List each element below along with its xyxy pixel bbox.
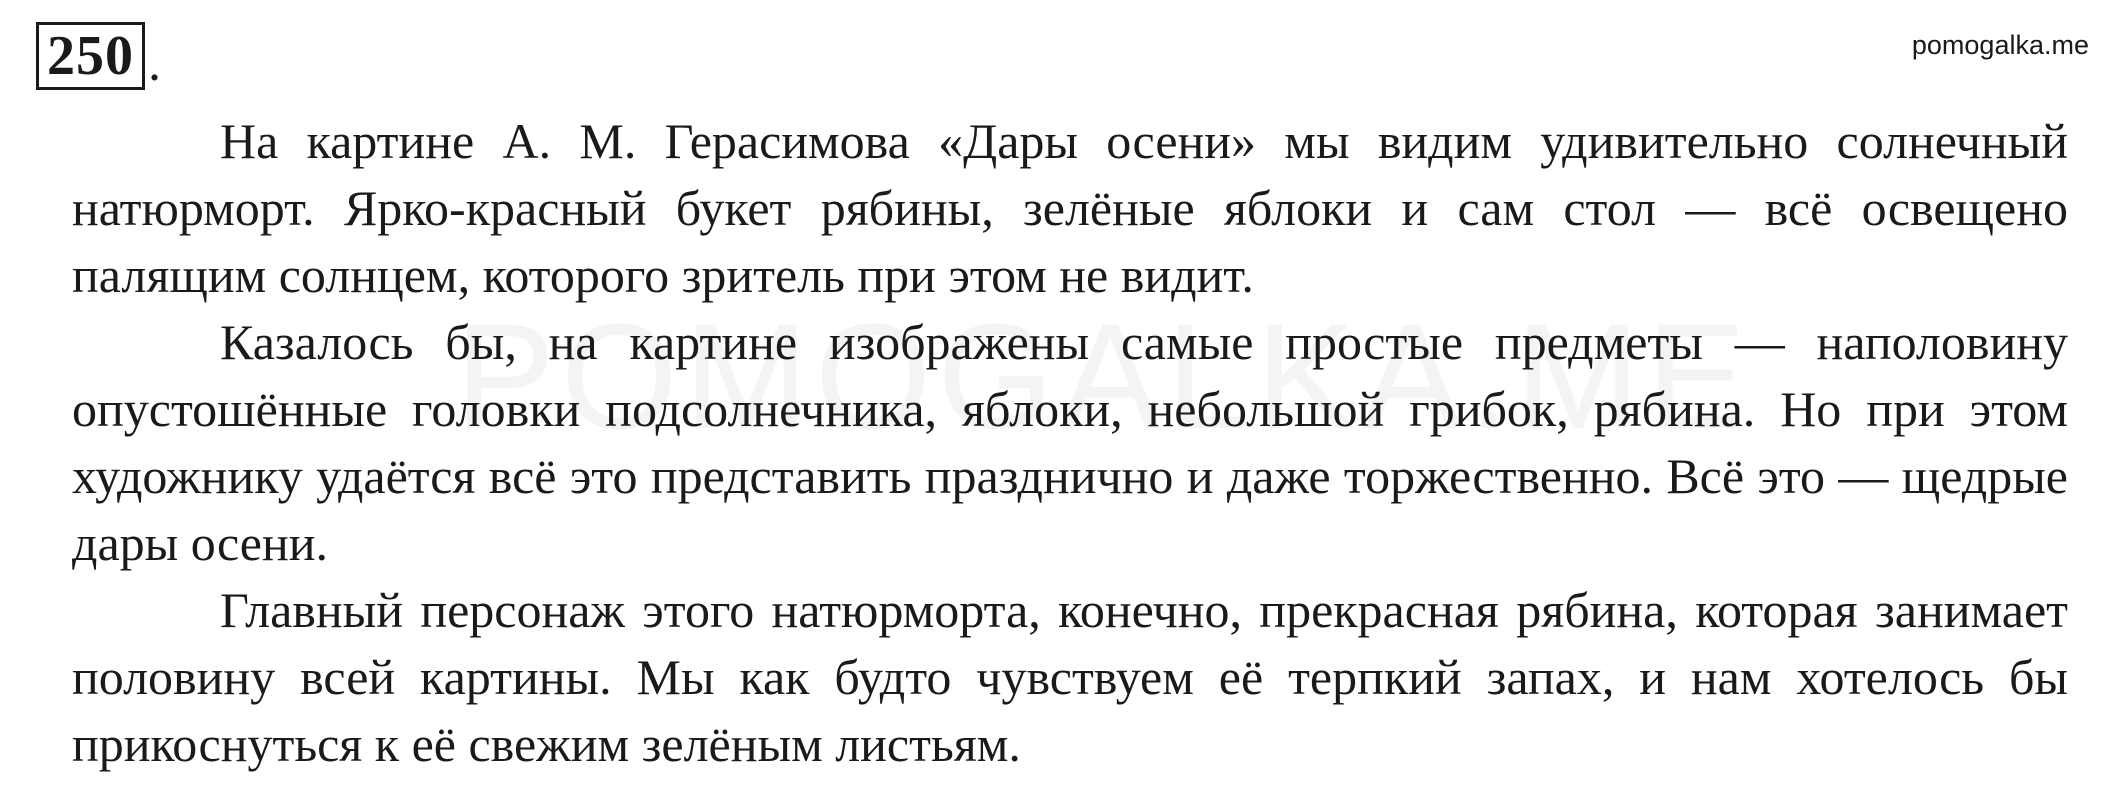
paragraph-2: Казалось бы, на картине изображены самые простые предметы — наполовину опустошённые головки подсолнечника, яблоки, небольшой грибок, рябина. Но при этом художнику удаётся всё это представить празднично и даже торжественно. Всё это — щедрые дары осени. — [72, 314, 2068, 571]
site-name: pomogalka.me — [1911, 30, 2089, 60]
exercise-number-badge — [36, 22, 161, 90]
exercise-number-dot: . — [148, 35, 161, 92]
exercise-number: 250 — [36, 22, 145, 90]
paragraph-3: Главный персонаж этого натюрморта, конечно, прекрасная рябина, которая занимает половину всей картины. Мы как будто чувствуем её терпкий запах, и нам хотелось бы прикоснуться к её свежим зелёным листьям. — [72, 582, 2068, 772]
exercise-text — [72, 108, 2068, 778]
paragraph-1: На картине А. М. Герасимова «Дары осени» мы видим удивительно солнечный натюрморт. Ярко-красный букет рябины, зелёные яблоки и сам стол — всё освещено палящим солнцем, которого зритель при этом не видит. — [72, 113, 2068, 303]
